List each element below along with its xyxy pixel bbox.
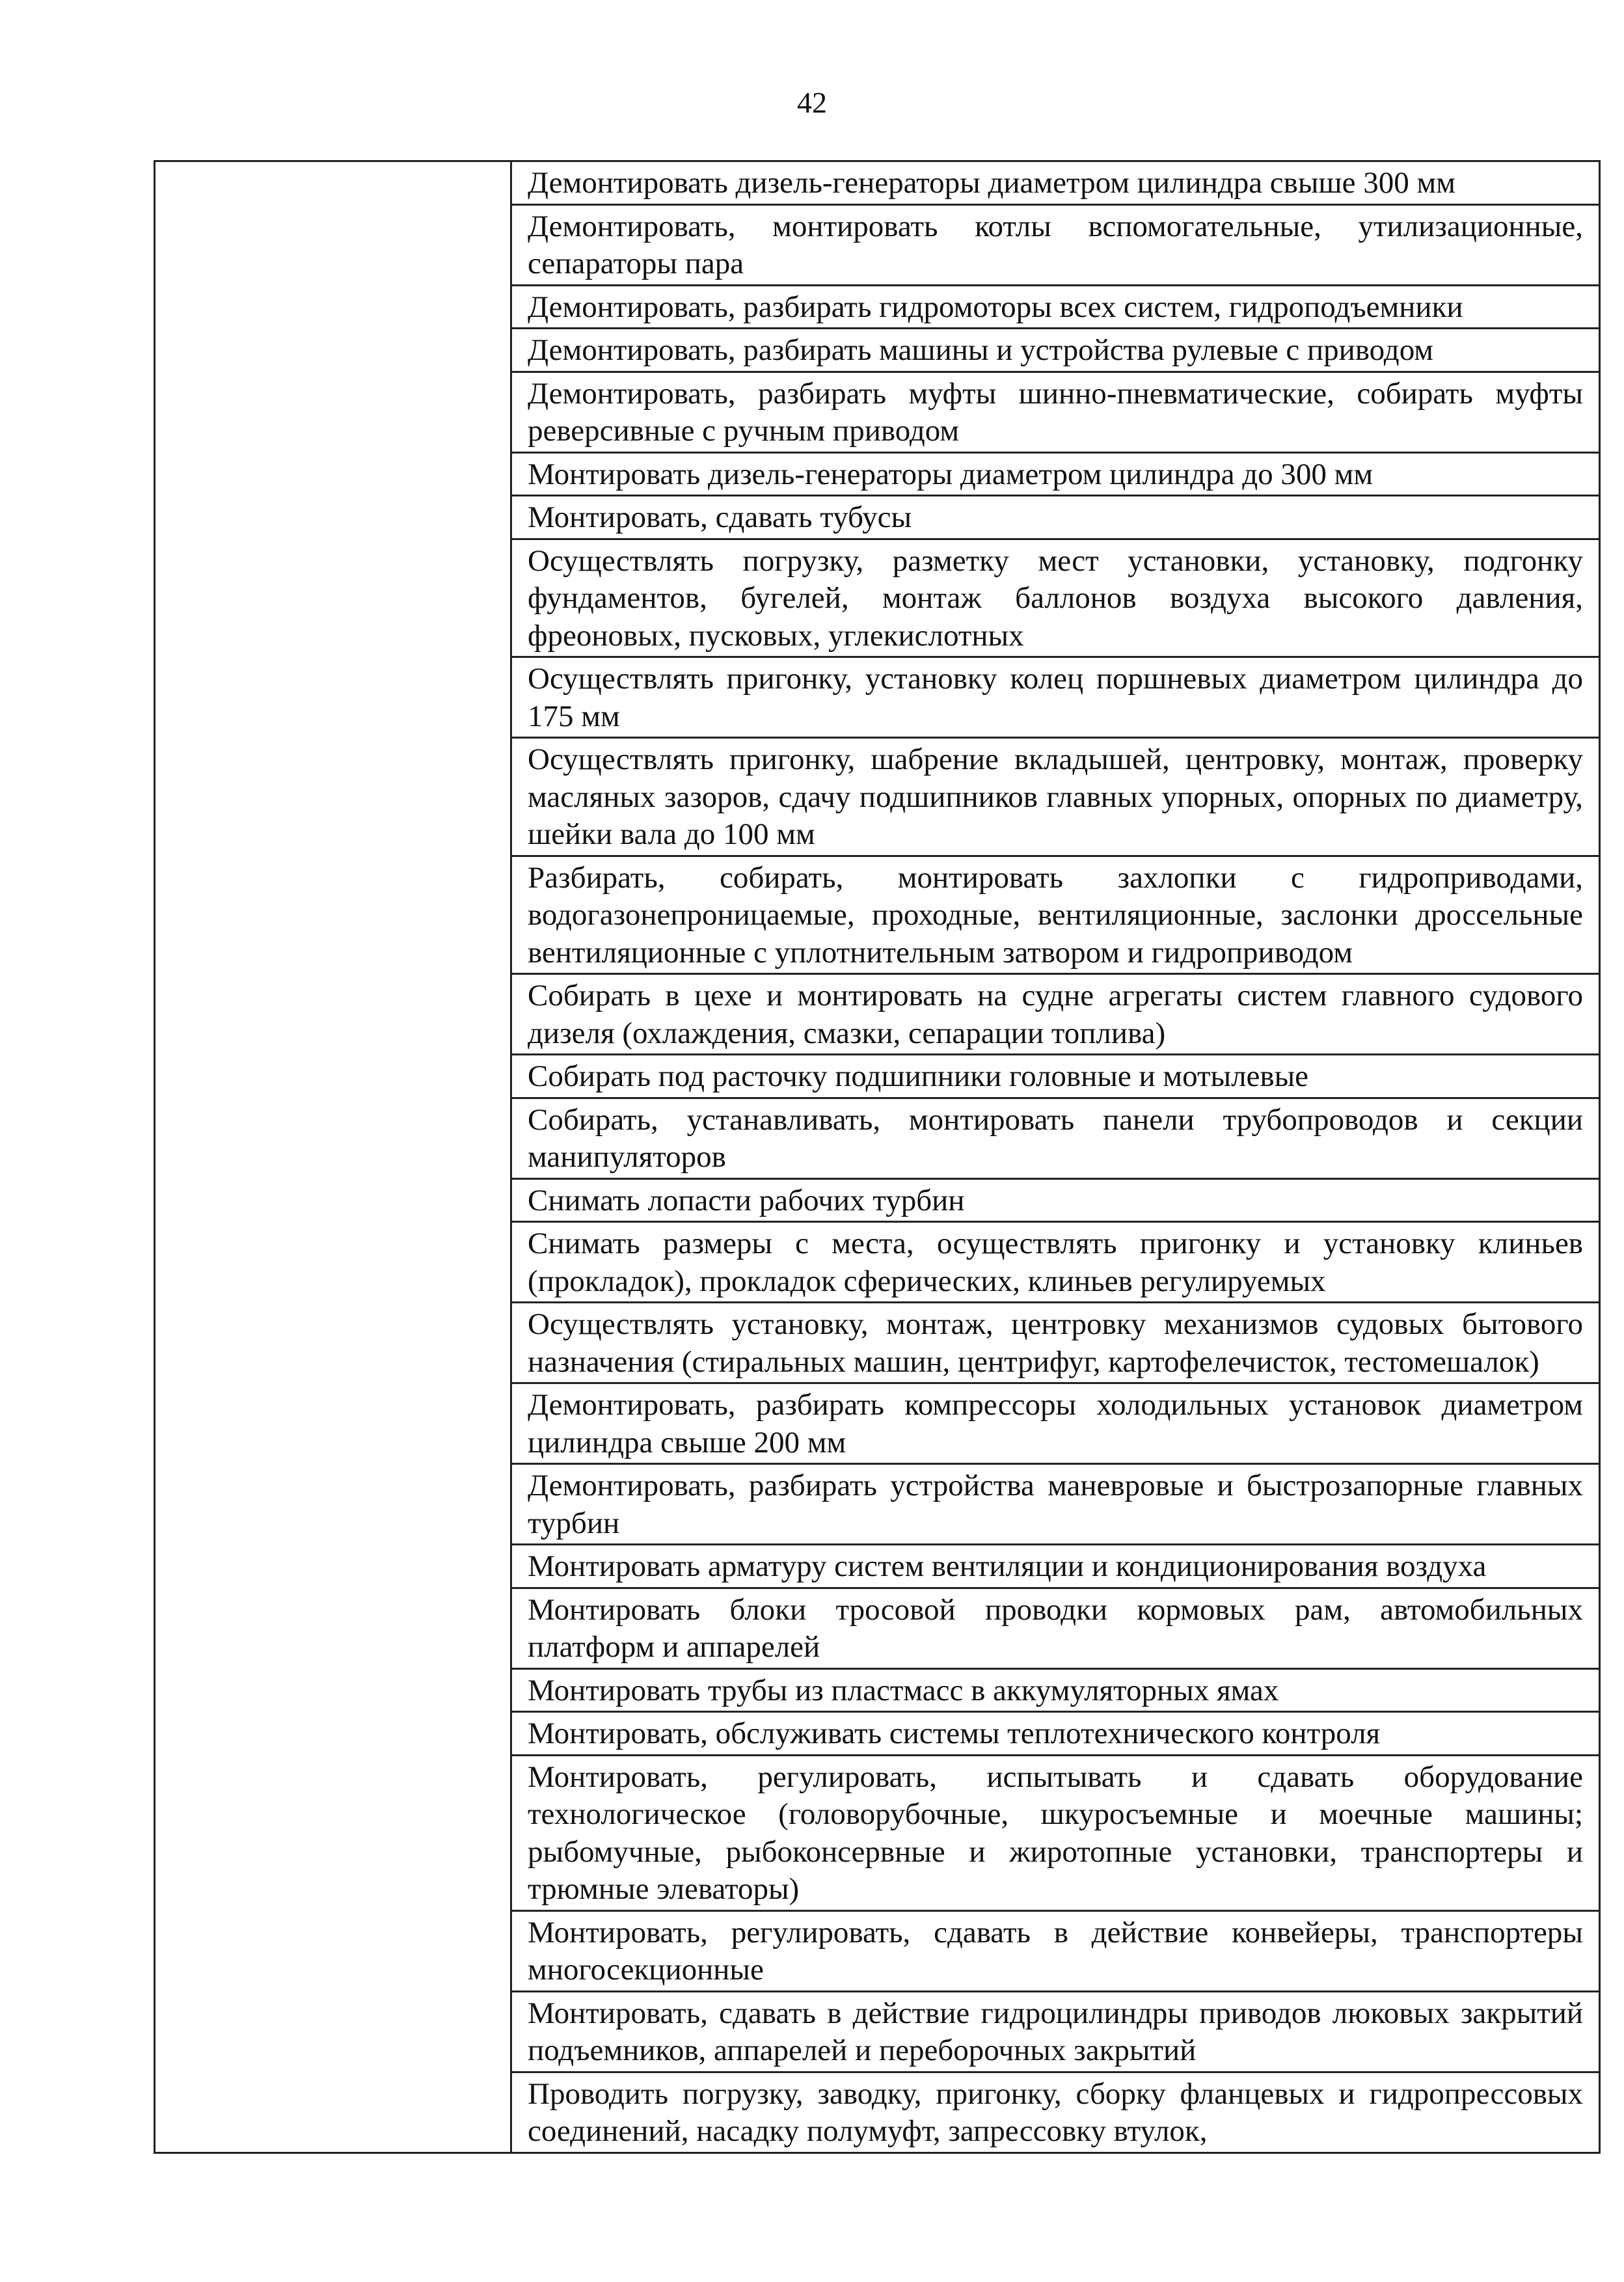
- task-text: Монтировать трубы из пластмасс в аккумуляторных ямах: [528, 1673, 1279, 1707]
- task-text: Демонтировать, разбирать муфты шинно-пневматические, собирать муфты реверсивные с ручным приводом: [528, 376, 1583, 448]
- task-text: Монтировать, обслуживать системы теплотехнического контроля: [528, 1717, 1381, 1750]
- task-cell: [511, 285, 1600, 329]
- task-text: Монтировать, регулировать, сдавать в действие конвейеры, транспортеры многосекционные: [528, 1915, 1583, 1987]
- task-text: Осуществлять погрузку, разметку мест установки, установку, подгонку фундаментов, бугелей, монтаж баллонов воздуха высокого давления, фреоновых, пусковых, углекислотных: [528, 543, 1583, 653]
- task-cell: [511, 161, 1600, 205]
- task-cell: [511, 1464, 1600, 1545]
- task-text: Снимать лопасти рабочих турбин: [528, 1183, 965, 1217]
- task-cell: [511, 2072, 1600, 2153]
- task-cell: [511, 1668, 1600, 1712]
- task-text: Разбирать, собирать, монтировать захлопки с гидроприводами, водогазонепроницаемые, проходные, вентиляционные, заслонки дроссельные вентиляционные с уплотнительным затвором и гидроприводом: [528, 860, 1583, 970]
- task-text: Осуществлять пригонку, установку колец поршневых диаметром цилиндра до 175 мм: [528, 662, 1583, 733]
- work-tasks-table: [154, 160, 1601, 2154]
- task-cell: [511, 1910, 1600, 1991]
- task-cell: [511, 1545, 1600, 1588]
- task-cell: [511, 1712, 1600, 1756]
- task-cell: [511, 657, 1600, 738]
- task-cell: [511, 856, 1600, 974]
- task-text: Демонтировать, разбирать компрессоры холодильных установок диаметром цилиндра свыше 200 мм: [528, 1388, 1583, 1460]
- task-text: Монтировать, регулировать, испытывать и сдавать оборудование технологическое (головорубочные, шкуросъемные и моечные машины; рыбомучные, рыбоконсервные и жиротопные установки, транспортеры и трюмные элеваторы): [528, 1759, 1583, 1906]
- task-cell: [511, 1383, 1600, 1464]
- task-cell: [511, 1098, 1600, 1178]
- task-cell: [511, 204, 1600, 285]
- task-text: Снимать размеры с места, осуществлять пригонку и установку клиньев (прокладок), прокладок сферических, клиньев регулируемых: [528, 1227, 1583, 1298]
- task-cell: [511, 974, 1600, 1055]
- task-text: Монтировать блоки тросовой проводки кормовых рам, автомобильных платформ и аппарелей: [528, 1592, 1583, 1664]
- task-text: Демонтировать, разбирать гидромоторы всех систем, гидроподъемники: [528, 290, 1463, 324]
- task-text: Монтировать арматуру систем вентиляции и кондиционирования воздуха: [528, 1549, 1487, 1583]
- task-cell: [511, 1222, 1600, 1303]
- task-cell: [511, 1991, 1600, 2072]
- task-text: Осуществлять установку, монтаж, центровку механизмов судовых бытового назначения (стиральных машин, центрифуг, картофелечисток, тестомешалок): [528, 1307, 1583, 1379]
- task-text: Монтировать, сдавать в действие гидроцилиндры приводов люковых закрытий подъемников, аппарелей и переборочных закрытий: [528, 1996, 1583, 2067]
- task-text: Проводить погрузку, заводку, пригонку, сборку фланцевых и гидропрессовых соединений, насадку полумуфт, запрессовку втулок,: [528, 2076, 1583, 2148]
- task-cell: [511, 539, 1600, 657]
- page-number: 42: [797, 86, 827, 119]
- task-text: Демонтировать, разбирать устройства маневровые и быстрозапорные главных турбин: [528, 1469, 1583, 1540]
- task-cell: [511, 738, 1600, 856]
- task-cell: [511, 1178, 1600, 1222]
- task-cell: [511, 452, 1600, 496]
- task-cell: [511, 496, 1600, 539]
- left-column-cell: [155, 161, 511, 2153]
- task-cell: [511, 1303, 1600, 1383]
- task-cell: [511, 1588, 1600, 1668]
- task-cell: [511, 372, 1600, 452]
- task-text: Собирать в цехе и монтировать на судне агрегаты систем главного судового дизеля (охлаждения, смазки, сепарации топлива): [528, 979, 1583, 1050]
- task-cell: [511, 1055, 1600, 1098]
- table-row: [155, 161, 1600, 205]
- task-text: Собирать под расточку подшипники головные и мотылевые: [528, 1059, 1309, 1093]
- task-text: Демонтировать, монтировать котлы вспомогательные, утилизационные, сепараторы пара: [528, 209, 1583, 280]
- task-text: Демонтировать, разбирать машины и устройства рулевые с приводом: [528, 333, 1434, 367]
- task-text: Монтировать дизель-генераторы диаметром цилиндра до 300 мм: [528, 457, 1374, 491]
- task-text: Демонтировать дизель-генераторы диаметром цилиндра свыше 300 мм: [528, 166, 1455, 200]
- task-text: Монтировать, сдавать тубусы: [528, 500, 912, 534]
- task-cell: [511, 1755, 1600, 1910]
- task-cell: [511, 329, 1600, 372]
- task-text: Осуществлять пригонку, шабрение вкладышей, центровку, монтаж, проверку масляных зазоров, сдачу подшипников главных упорных, опорных по диаметру, шейки вала до 100 мм: [528, 742, 1583, 851]
- task-text: Собирать, устанавливать, монтировать панели трубопроводов и секции манипуляторов: [528, 1102, 1583, 1174]
